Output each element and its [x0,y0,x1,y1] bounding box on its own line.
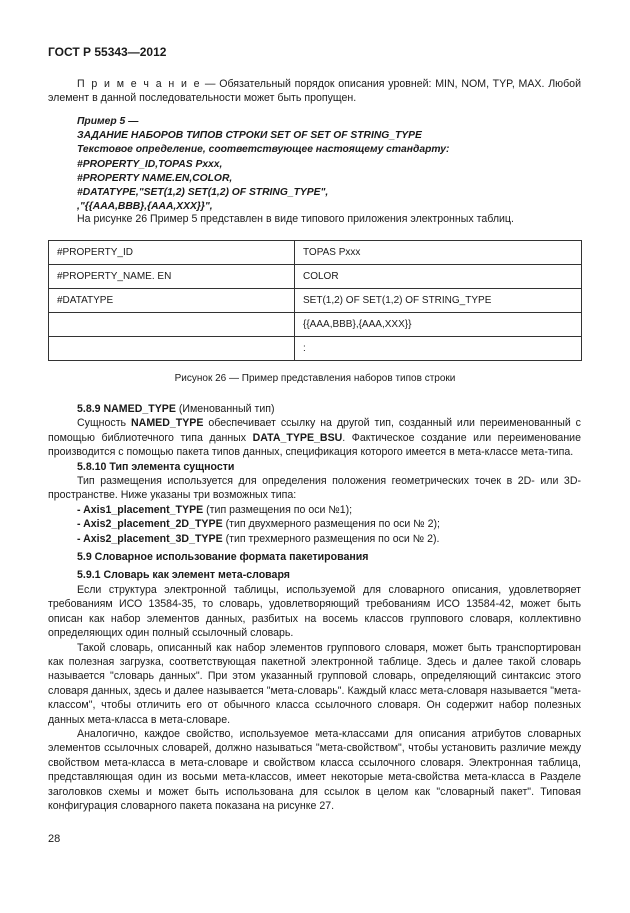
section-5-8-9-heading [48,402,581,416]
list-term: - Axis1_placement_TYPE [77,503,204,516]
example-line: #DATATYPE,"SET(1,2) SET(1,2) OF STRING_TYPE", [77,187,329,199]
table-row [49,337,582,361]
list-term: - Axis2_placement_2D_TYPE [77,518,223,531]
paragraph: Если структура электронной таблицы, используемой для словарного описания, удовлетворяет требованиям ИСО 13584-35, то словарь, удовлетворяющий требованиям ИСО 13584-42, может быть описан как набор элементов данных, разбитых на восемь классов группового словаря, коллективно определяющих один полный ссылочный словарь. [48,583,581,640]
page-number: 28 [48,833,61,845]
section-5-8-10-heading: 5.8.10 Тип элемента сущности [77,460,235,473]
term: DATA_TYPE_BSU [252,431,343,444]
note-text: — Обязательный порядок описания уровней: MIN, NOM, TYP, MAX. Любой элемент в данной последовательности может быть пропущен. [48,78,581,105]
table-row [49,313,582,337]
list-desc: (тип трехмерного размещения по оси № 2). [222,532,440,545]
table-cell: {{AAA,BBB},{AAA,XXX}} [295,313,582,337]
example-line: Текстовое определение, соответствующее настоящему стандарту: [77,144,450,156]
table-row [49,289,582,313]
section-5-9-1-heading: 5.9.1 Словарь как элемент мета-словаря [77,569,290,582]
section-5-9-heading: 5.9 Словарное использование формата пакетирования [77,551,369,564]
section-number: 5.8.9 NAMED_TYPE [77,403,176,415]
text-run: обеспечивает ссылку на другой тип, созданный или переименованный с помощью библиотечного типа данных [48,417,581,444]
figure-intro: На рисунке 26 Пример 5 представлен в виде типового приложения электронных таблиц. [77,213,514,225]
list-item [48,503,581,517]
table-cell: TOPAS Pxxx [295,241,582,265]
list-desc: (тип двухмерного размещения по оси № 2); [222,518,440,531]
text-run: . Фактическое создание или переименование производится с помощью пакета типов данных, спецификация которого имеется в мета-классе мета-типа. [48,431,581,459]
example-line: ,"{{AAA,BBB},{AAA,XXX}}", [77,201,213,213]
example-line: #PROPERTY NAME.EN,COLOR, [77,172,233,184]
table-cell [49,313,295,337]
list-desc: (тип размещения по оси №1); [203,503,353,516]
document-header: ГОСТ Р 55343—2012 [48,45,167,59]
table-cell: #PROPERTY_NAME. EN [49,265,295,289]
table-cell [49,337,295,361]
term: NAMED_TYPE [131,417,204,430]
example-block [77,115,449,214]
main-body [48,402,581,813]
table-row [49,241,582,265]
example-line: #PROPERTY_ID,TOPAS Pxxx, [77,158,223,170]
paragraph: Тип размещения используется для определения положения геометрических точек в 2D- или 3D-пространстве. Ниже указаны три возможных типа: [48,475,581,502]
note-paragraph [48,77,581,106]
section-subtitle: (Именованный тип) [175,403,275,415]
paragraph: Аналогично, каждое свойство, используемое мета-классами для описания атрибутов словарных элементов ссылочных словарей, должно называться "мета-свойством", чтобы установить различие между свойством мета-класса в мета-словаре и свойством класса ссылочного словаря. Электронная таблица, представляющая один из восьми мета-классов, имеет некоторые мета-свойства мета-класса в Разделе заголовков схемы и может быть использована для ссылок в целом как "словарный пакет". Типовая конфигурация словарного пакета показана на рисунке 27. [48,727,581,812]
table-cell: #DATATYPE [49,289,295,313]
paragraph [48,416,581,459]
list-item [48,517,581,531]
example-line: Пример 5 — [77,116,139,127]
table-cell: COLOR [295,265,582,289]
table-cell: : [295,337,582,361]
note-block [48,77,581,106]
list-term: - Axis2_placement_3D_TYPE [77,532,223,545]
figure-caption: Рисунок 26 — Пример представления наборов типов строки [174,373,456,384]
text-run: Сущность [77,417,132,430]
table-row [49,265,582,289]
note-label: П р и м е ч а н и е [77,78,202,90]
example-line: ЗАДАНИЕ НАБОРОВ ТИПОВ СТРОКИ SET OF SET OF STRING_TYPE [77,130,422,142]
paragraph: Такой словарь, описанный как набор элементов группового словаря, может быть транспортирован как полезная загрузка, соответствующая пакетной электронной таблице. Здесь и далее такой словарь называется "словарь данных". При этом указанный групповой словарь, определяющий синтаксис этого словаря данных, здесь и далее называется "мета-словарь". Каждый класс мета-словаря называется "мета-классом", чтобы отличить его от обычного класса ссылочного словаря. Он содержит набор полезных данных мета-класса в мета-словаре. [48,641,581,726]
spreadsheet-table [48,240,582,361]
table-cell: SET(1,2) OF SET(1,2) OF STRING_TYPE [295,289,582,313]
table-cell: #PROPERTY_ID [49,241,295,265]
list-item [48,532,581,546]
